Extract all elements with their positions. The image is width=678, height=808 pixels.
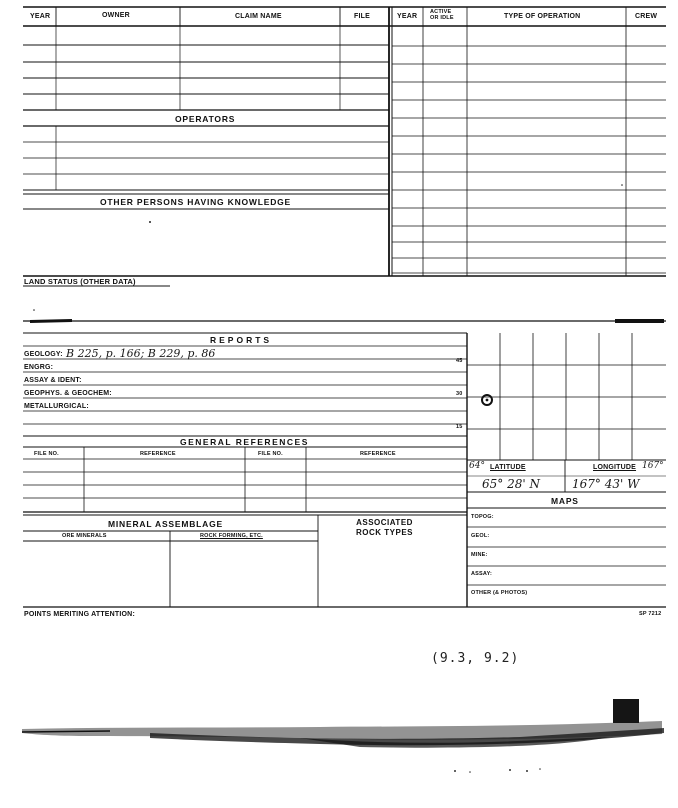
maps-heading: MAPS [551,496,579,506]
header-active-idle: ACTIVE OR IDLE [430,9,454,21]
operators-heading: OPERATORS [175,114,236,124]
maps-topog: TOPOG: [471,514,494,520]
col-file-no-1: FILE NO. [34,451,59,457]
maps-assay: ASSAY: [471,571,493,577]
handwritten-coordinates: (9.3, 9.2) [431,651,520,666]
lon-degree-label: 167° [642,461,664,471]
header-crew: CREW [635,13,658,20]
metallurgical-label: METALLURGICAL: [24,403,89,410]
ore-minerals-label: ORE MINERALS [62,533,107,539]
geophys-label: GEOPHYS. & GEOCHEM: [24,390,112,397]
mineral-assemblage-heading: MINERAL ASSEMBLAGE [108,519,223,529]
other-persons-heading: OTHER PERSONS HAVING KNOWLEDGE [100,197,292,207]
header-year: YEAR [30,13,51,20]
rock-forming-label: ROCK FORMING, ETC. [200,533,263,539]
col-file-no-2: FILE NO. [258,451,283,457]
longitude-label: LONGITUDE [593,464,637,471]
geology-value: B 225, p. 166; B 229, p. 86 [66,347,216,360]
longitude-value: 167° 43' W [572,477,640,491]
scale-mark-30: 30 [456,391,463,397]
assay-ident-label: ASSAY & IDENT: [24,377,82,384]
col-reference-2: REFERENCE [360,451,396,457]
latitude-label: LATITUDE [490,464,526,471]
header-year-right: YEAR [397,13,418,20]
maps-geol: GEOL: [471,533,490,539]
form-number: SP 7212 [639,611,662,617]
points-meriting-attention-label: POINTS MERITING ATTENTION: [24,611,135,618]
engrg-label: ENGRG: [24,364,54,371]
geology-label: GEOLOGY: [24,351,63,358]
reports-heading: REPORTS [210,335,273,345]
header-file: FILE [354,13,370,20]
maps-other: OTHER (& PHOTOS) [471,590,528,596]
scale-mark-15: 15 [456,424,463,430]
header-claim-name: CLAIM NAME [235,13,282,20]
land-status-label: LAND STATUS (OTHER DATA) [24,277,136,286]
associated-rock-types-label: ASSOCIATED ROCK TYPES [356,518,414,537]
maps-mine: MINE: [471,552,488,558]
scan-smudge [22,699,664,748]
header-owner: OWNER [102,12,130,19]
general-references-heading: GENERAL REFERENCES [180,437,309,447]
col-reference-1: REFERENCE [140,451,176,457]
lat-degree-label: 64° [469,461,485,471]
scale-mark-45: 45 [456,358,463,364]
latitude-value: 65° 28' N [482,477,540,491]
header-type-of-operation: TYPE OF OPERATION [504,13,581,20]
